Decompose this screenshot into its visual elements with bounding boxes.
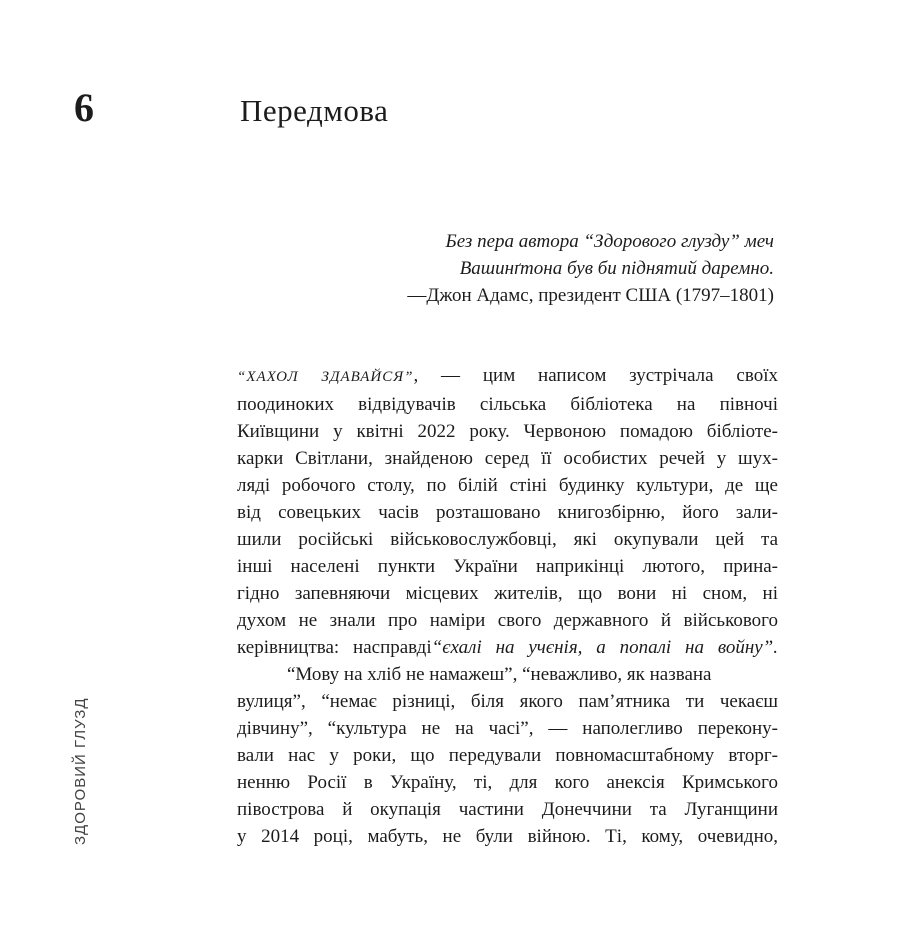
paragraph-start-line: “Мову на хліб не намажеш”, “неважливо, як названа: [287, 664, 712, 685]
epigraph: [407, 228, 774, 309]
body-line: духом не знали про наміри свого державного й військового: [237, 610, 778, 631]
epigraph-quote-line-2: Вашинґтона був би піднятий даремно.: [459, 258, 774, 279]
body-line: керівництва: насправді“єхалі на учєнія, а попалі на войну”.: [237, 637, 778, 658]
body-line: у 2014 році, мабуть, не були війною. Ті, кому, очевидно,: [237, 826, 778, 847]
chapter-title: Передмова: [240, 93, 389, 128]
page-number: 6: [74, 85, 94, 130]
body-text: [237, 362, 778, 850]
body-line: поодиноких відвідувачів сільська бібліотека на півночі: [237, 394, 778, 415]
soldiers-quote: “єхалі на учєнія, а попалі на войну”.: [431, 637, 778, 658]
body-line: ненню Росії в Україну, ті, для кого анексія Кримського: [237, 772, 778, 793]
body-line: карки Світлани, знайденою серед її особистих речей у шух-: [237, 448, 778, 469]
body-line: вали нас у роки, що передували повномасштабному вторг-: [237, 745, 778, 766]
epigraph-quote-line-1: Без пера автора “Здорового глузду” меч: [445, 231, 774, 252]
body-line: інші населені пункти України наприкінці лютого, прина-: [237, 556, 778, 577]
body-line: від совецьких часів розташовано книгозбірню, його зали-: [237, 502, 778, 523]
body-line: гідно запевняючи місцевих жителів, що вони ні сном, ні: [237, 583, 778, 604]
body-line: ляді робочого столу, по білій стіні будинку культури, де ще: [237, 475, 778, 496]
body-line: шили російські військовослужбовці, які окупували цей та: [237, 529, 778, 550]
body-line: півострова й окупація частини Донеччини та Луганщини: [237, 799, 778, 820]
running-head: ЗДОРОВИЙ ГЛУЗД: [72, 697, 89, 845]
epigraph-attribution: —Джон Адамс, президент США (1797–1801): [407, 285, 774, 306]
body-line: вулиця”, “немає різниці, біля якого пам’ятника ти чекаєш: [237, 691, 778, 712]
graffiti-quote: “ХАХОЛ ЗДАВАЙСЯ”: [237, 369, 414, 385]
body-line: “ХАХОЛ ЗДАВАЙСЯ”, — цим написом зустрічала своїх: [237, 365, 778, 386]
body-line: Київщини у квітні 2022 року. Червоною помадою бібліоте-: [237, 421, 778, 442]
body-line: дівчину”, “культура не на часі”, — наполегливо перекону-: [237, 718, 778, 739]
